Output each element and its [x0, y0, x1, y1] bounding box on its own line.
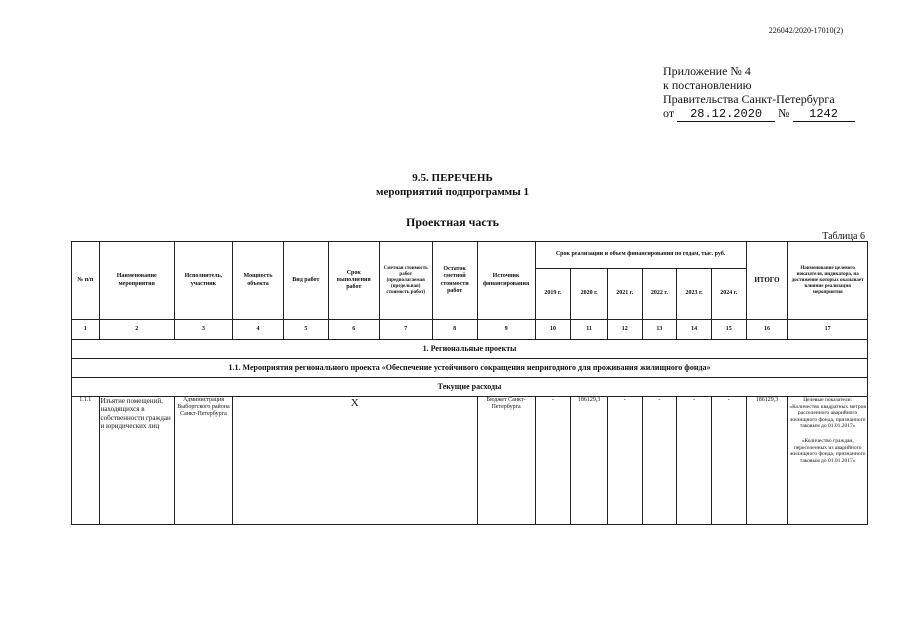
- appendix-date: 28.12.2020: [677, 107, 775, 122]
- document-number: 226042/2020-17010(2): [768, 26, 843, 35]
- header-indicator: Наименование целевого показателя, индикатора, на достижение которых оказывает влияние реализация мероприятия: [788, 242, 868, 320]
- header-year-2022: 2022 г.: [642, 269, 677, 320]
- header-executor: Исполнитель, участник: [174, 242, 232, 320]
- header-capacity: Мощность объекта: [233, 242, 284, 320]
- row-year-2022: -: [642, 397, 677, 525]
- header-estimated-cost: Сметная стоимость работ (предполагаемая (предельная) стоимость работ): [379, 242, 432, 320]
- col-number: 4: [233, 320, 284, 340]
- row-funding-source: Бюджет Санкт-Петербурга: [477, 397, 535, 525]
- col-number: 9: [477, 320, 535, 340]
- header-year-2024: 2024 г.: [711, 269, 746, 320]
- appendix-line1: Приложение № 4: [663, 64, 751, 78]
- row-num: 1.1.1: [72, 397, 100, 525]
- header-year-2023: 2023 г.: [677, 269, 712, 320]
- row-total: 186129,3: [746, 397, 788, 525]
- row-year-2024: -: [711, 397, 746, 525]
- table-label: Таблица 6: [822, 231, 865, 242]
- col-number: 1: [72, 320, 100, 340]
- row-executor: Администрация Выборгского района Санкт-Петербурга: [174, 397, 232, 525]
- row-year-2021: -: [607, 397, 642, 525]
- col-number: 8: [432, 320, 477, 340]
- col-number: 5: [283, 320, 328, 340]
- row-year-2020: 186129,3: [571, 397, 608, 525]
- list-subtitle: мероприятий подпрограммы 1: [375, 186, 530, 198]
- col-number: 14: [677, 320, 712, 340]
- measures-table: [71, 241, 868, 525]
- col-number: 3: [174, 320, 232, 340]
- number-prefix: №: [778, 106, 790, 120]
- appendix-date-line: [663, 106, 855, 122]
- col-number: 15: [711, 320, 746, 340]
- appendix-line2: к постановлению: [663, 78, 752, 92]
- date-prefix: от: [663, 106, 675, 120]
- col-number: 2: [99, 320, 174, 340]
- header-num: № п/п: [72, 242, 100, 320]
- header-deadline: Срок выполнения работ: [328, 242, 379, 320]
- section-current-expenses: Текущие расходы: [72, 378, 868, 397]
- header-name: Наименование мероприятия: [99, 242, 174, 320]
- col-number: 16: [746, 320, 788, 340]
- header-year-2021: 2021 г.: [607, 269, 642, 320]
- col-number: 6: [328, 320, 379, 340]
- indicator-text-2: «Количество граждан, переселенных из аварийного жилищного фонда, признанного таковым до 01.01.2017»: [789, 437, 866, 464]
- section-regional-project-1-1: 1.1. Мероприятия регионального проекта «Обеспечение устойчивого сокращения непригодного для проживания жилищного фонда»: [72, 359, 868, 378]
- col-number: 11: [571, 320, 608, 340]
- row-year-2019: -: [535, 397, 571, 525]
- header-year-2020: 2020 г.: [571, 269, 608, 320]
- header-funding-source: Источник финансирования: [477, 242, 535, 320]
- row-merged-x: Х: [233, 397, 478, 525]
- table-row: [72, 397, 868, 525]
- col-number: 7: [379, 320, 432, 340]
- header-remaining-cost: Остаток сметной стоимости работ: [432, 242, 477, 320]
- row-name: Изъятие помещений, находящихся в собственности граждан и юридических лиц: [99, 397, 174, 525]
- row-year-2023: -: [677, 397, 712, 525]
- col-number: 17: [788, 320, 868, 340]
- header-total: ИТОГО: [746, 242, 788, 320]
- header-year-2019: 2019 г.: [535, 269, 571, 320]
- row-indicator: [788, 397, 868, 525]
- header-work-type: Вид работ: [283, 242, 328, 320]
- list-title: 9.5. ПЕРЕЧЕНЬ: [412, 172, 493, 184]
- column-number-row: [72, 320, 868, 340]
- appendix-block: [663, 64, 855, 122]
- col-number: 10: [535, 320, 571, 340]
- appendix-line3: Правительства Санкт-Петербурга: [663, 92, 835, 106]
- col-number: 12: [607, 320, 642, 340]
- header-years-group: Срок реализации и объем финансирования по годам, тыс. руб.: [535, 242, 746, 269]
- section-regional-projects: 1. Региональные проекты: [72, 340, 868, 359]
- appendix-number: 1242: [793, 107, 855, 122]
- section-title: Проектная часть: [406, 215, 499, 229]
- col-number: 13: [642, 320, 677, 340]
- indicator-text-1: Целевые показатели: «Количество квадратных метров расселенного аварийного жилищного фонда, признанного таковым до 01.01.2017»: [789, 397, 866, 430]
